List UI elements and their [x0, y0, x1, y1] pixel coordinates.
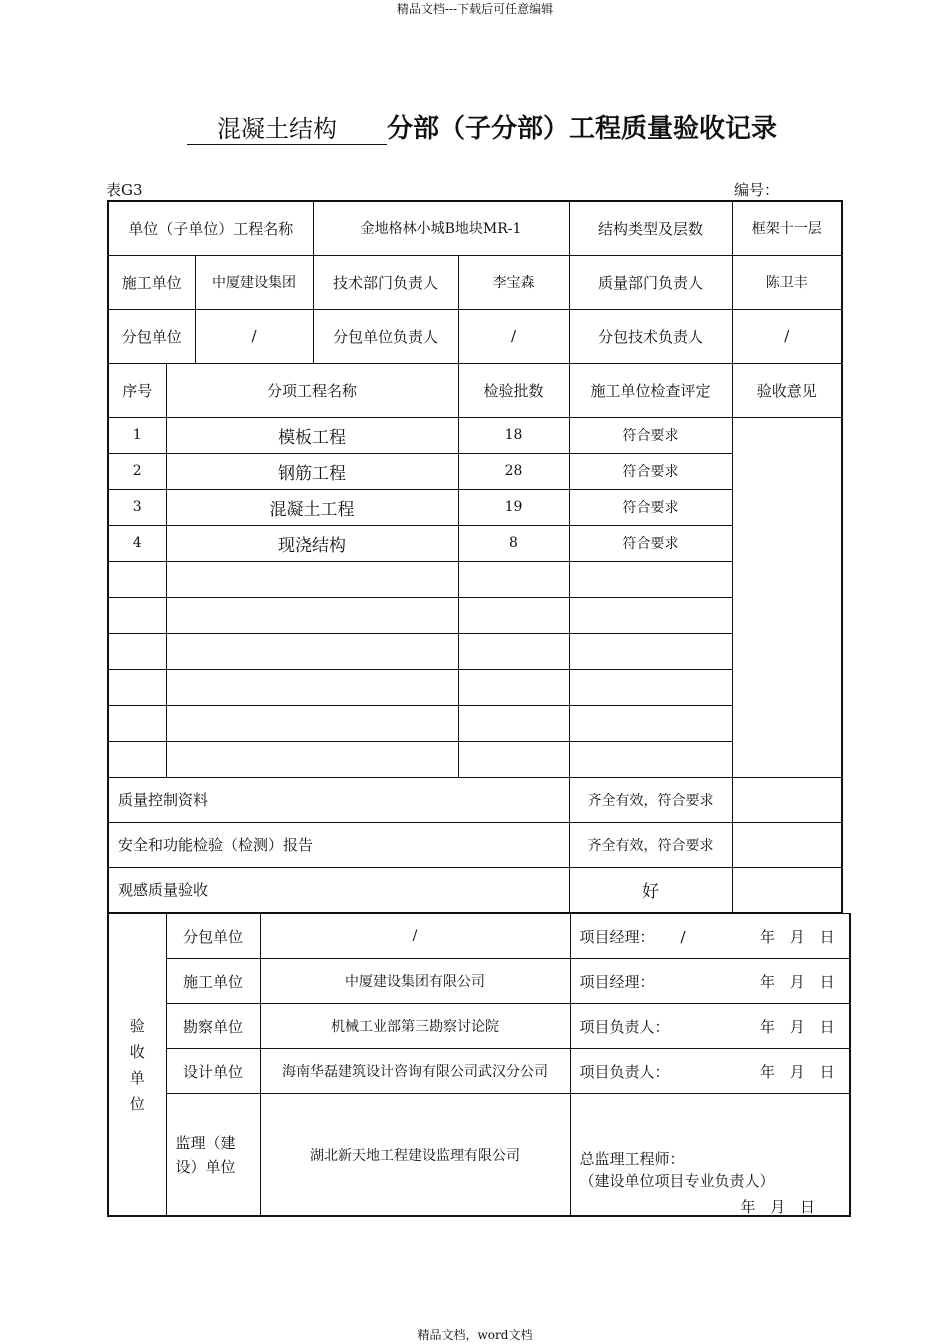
table-id: 表G3	[106, 181, 143, 199]
acceptance-date: 年 月 日	[690, 959, 850, 1004]
sign-label: 项目负责人：	[579, 1062, 670, 1081]
quality-head-value: 陈卫丰	[732, 255, 842, 309]
acceptance-table-upper	[107, 200, 843, 913]
appearance-value: 好	[569, 867, 732, 912]
item-no: 4	[108, 525, 166, 561]
contractor-label: 施工单位	[108, 255, 195, 309]
empty-row	[108, 597, 842, 633]
acceptance-row	[108, 1004, 850, 1049]
serial-number-label: 编号：	[734, 181, 780, 199]
item-batches: 19	[458, 489, 569, 525]
item-name: 混凝土工程	[166, 489, 458, 525]
acceptance-role: 分包单位	[166, 914, 260, 959]
table-row	[108, 525, 842, 561]
supervisor-row	[108, 1094, 850, 1217]
acceptance-row	[108, 914, 850, 959]
sub-unit-value: /	[195, 309, 313, 363]
structure-type-value: 框架十一层	[732, 201, 842, 255]
item-name: 现浇结构	[166, 525, 458, 561]
row-appearance	[108, 867, 842, 912]
header-note: 精品文档---下载后可任意编辑	[396, 2, 554, 16]
item-no: 2	[108, 453, 166, 489]
acceptance-role: 施工单位	[166, 959, 260, 1004]
acceptance-row	[108, 1049, 850, 1094]
acceptance-role: 勘察单位	[166, 1004, 260, 1049]
acceptance-sign	[570, 1004, 690, 1049]
supervisor-sign-cell	[570, 1094, 850, 1217]
supervisor-role: 监理（建设）单位	[166, 1094, 260, 1217]
acceptance-role: 设计单位	[166, 1049, 260, 1094]
table-row	[108, 489, 842, 525]
sub-tech-label: 分包技术负责人	[569, 309, 732, 363]
title-rest: 分部（子分部）工程质量验收记录	[387, 114, 778, 144]
acceptance-label: 验收单位	[129, 1016, 145, 1113]
item-batches: 8	[458, 525, 569, 561]
item-evaluation: 符合要求	[569, 417, 732, 453]
table-row	[108, 417, 842, 453]
acceptance-row	[108, 959, 850, 1004]
safety-report-label: 安全和功能检验（检测）报告	[108, 822, 569, 867]
item-name: 模板工程	[166, 417, 458, 453]
acceptance-date: 年 月 日	[690, 1049, 850, 1094]
empty-row	[108, 669, 842, 705]
sub-head-value: /	[458, 309, 569, 363]
item-evaluation: 符合要求	[569, 489, 732, 525]
col-evaluation-header: 施工单位检查评定	[569, 363, 732, 417]
quality-control-value: 齐全有效，符合要求	[569, 777, 732, 822]
safety-report-opinion	[732, 822, 842, 867]
quality-control-label: 质量控制资料	[108, 777, 569, 822]
acceptance-unit: /	[260, 914, 570, 959]
acceptance-unit: 中厦建设集团有限公司	[260, 959, 570, 1004]
acceptance-sign	[570, 914, 690, 959]
empty-row	[108, 741, 842, 777]
col-batches-header: 检验批数	[458, 363, 569, 417]
empty-row	[108, 705, 842, 741]
item-no: 3	[108, 489, 166, 525]
item-no: 1	[108, 417, 166, 453]
acceptance-unit: 海南华磊建筑设计咨询有限公司武汉分公司	[260, 1049, 570, 1094]
row-quality-control	[108, 777, 842, 822]
acceptance-label-cell	[108, 914, 166, 1217]
quality-head-label: 质量部门负责人	[569, 255, 732, 309]
acceptance-table-lower	[107, 913, 851, 1217]
appearance-label: 观感质量验收	[108, 867, 569, 912]
acceptance-sign	[570, 959, 690, 1004]
items-header-row	[108, 363, 842, 417]
sub-tech-value: /	[732, 309, 842, 363]
contractor-value: 中厦建设集团	[195, 255, 313, 309]
supervisor-sign-line2: （建设单位项目专业负责人）	[579, 1172, 775, 1190]
row-subcontractor	[108, 309, 842, 363]
appearance-opinion	[732, 867, 842, 912]
acceptance-opinion-cell	[732, 417, 842, 777]
sign-label: 项目负责人：	[579, 1017, 670, 1036]
sub-unit-label: 分包单位	[108, 309, 195, 363]
structure-type-label: 结构类型及层数	[569, 201, 732, 255]
quality-control-opinion	[732, 777, 842, 822]
row-project	[108, 201, 842, 255]
empty-row	[108, 561, 842, 597]
supervisor-unit: 湖北新天地工程建设监理有限公司	[260, 1094, 570, 1217]
supervisor-date: 年 月 日	[740, 1198, 816, 1216]
item-name: 钢筋工程	[166, 453, 458, 489]
tech-head-label: 技术部门负责人	[313, 255, 458, 309]
footer-note: 精品文档，word文档	[417, 1328, 533, 1342]
col-name-header: 分项工程名称	[166, 363, 458, 417]
supervisor-sign-line1: 总监理工程师：	[579, 1150, 685, 1168]
acceptance-date: 年 月 日	[690, 914, 850, 959]
row-contractor	[108, 255, 842, 309]
item-evaluation: 符合要求	[569, 453, 732, 489]
sub-head-label: 分包单位负责人	[313, 309, 458, 363]
col-no-header: 序号	[108, 363, 166, 417]
project-name-value: 金地格林小城B地块MR-1	[313, 201, 569, 255]
safety-report-value: 齐全有效，符合要求	[569, 822, 732, 867]
item-batches: 18	[458, 417, 569, 453]
acceptance-unit: 机械工业部第三勘察讨论院	[260, 1004, 570, 1049]
sign-label: 项目经理：	[579, 972, 655, 991]
tech-head-value: 李宝森	[458, 255, 569, 309]
row-safety-report	[108, 822, 842, 867]
sign-label: 项目经理：	[579, 927, 655, 946]
item-batches: 28	[458, 453, 569, 489]
title-structure: 混凝土结构	[187, 109, 387, 145]
sign-value: /	[680, 927, 686, 946]
project-name-label: 单位（子单位）工程名称	[108, 201, 313, 255]
table-row	[108, 453, 842, 489]
item-evaluation: 符合要求	[569, 525, 732, 561]
acceptance-sign	[570, 1049, 690, 1094]
page-title	[187, 108, 777, 145]
acceptance-date: 年 月 日	[690, 1004, 850, 1049]
empty-row	[108, 633, 842, 669]
col-opinion-header: 验收意见	[732, 363, 842, 417]
